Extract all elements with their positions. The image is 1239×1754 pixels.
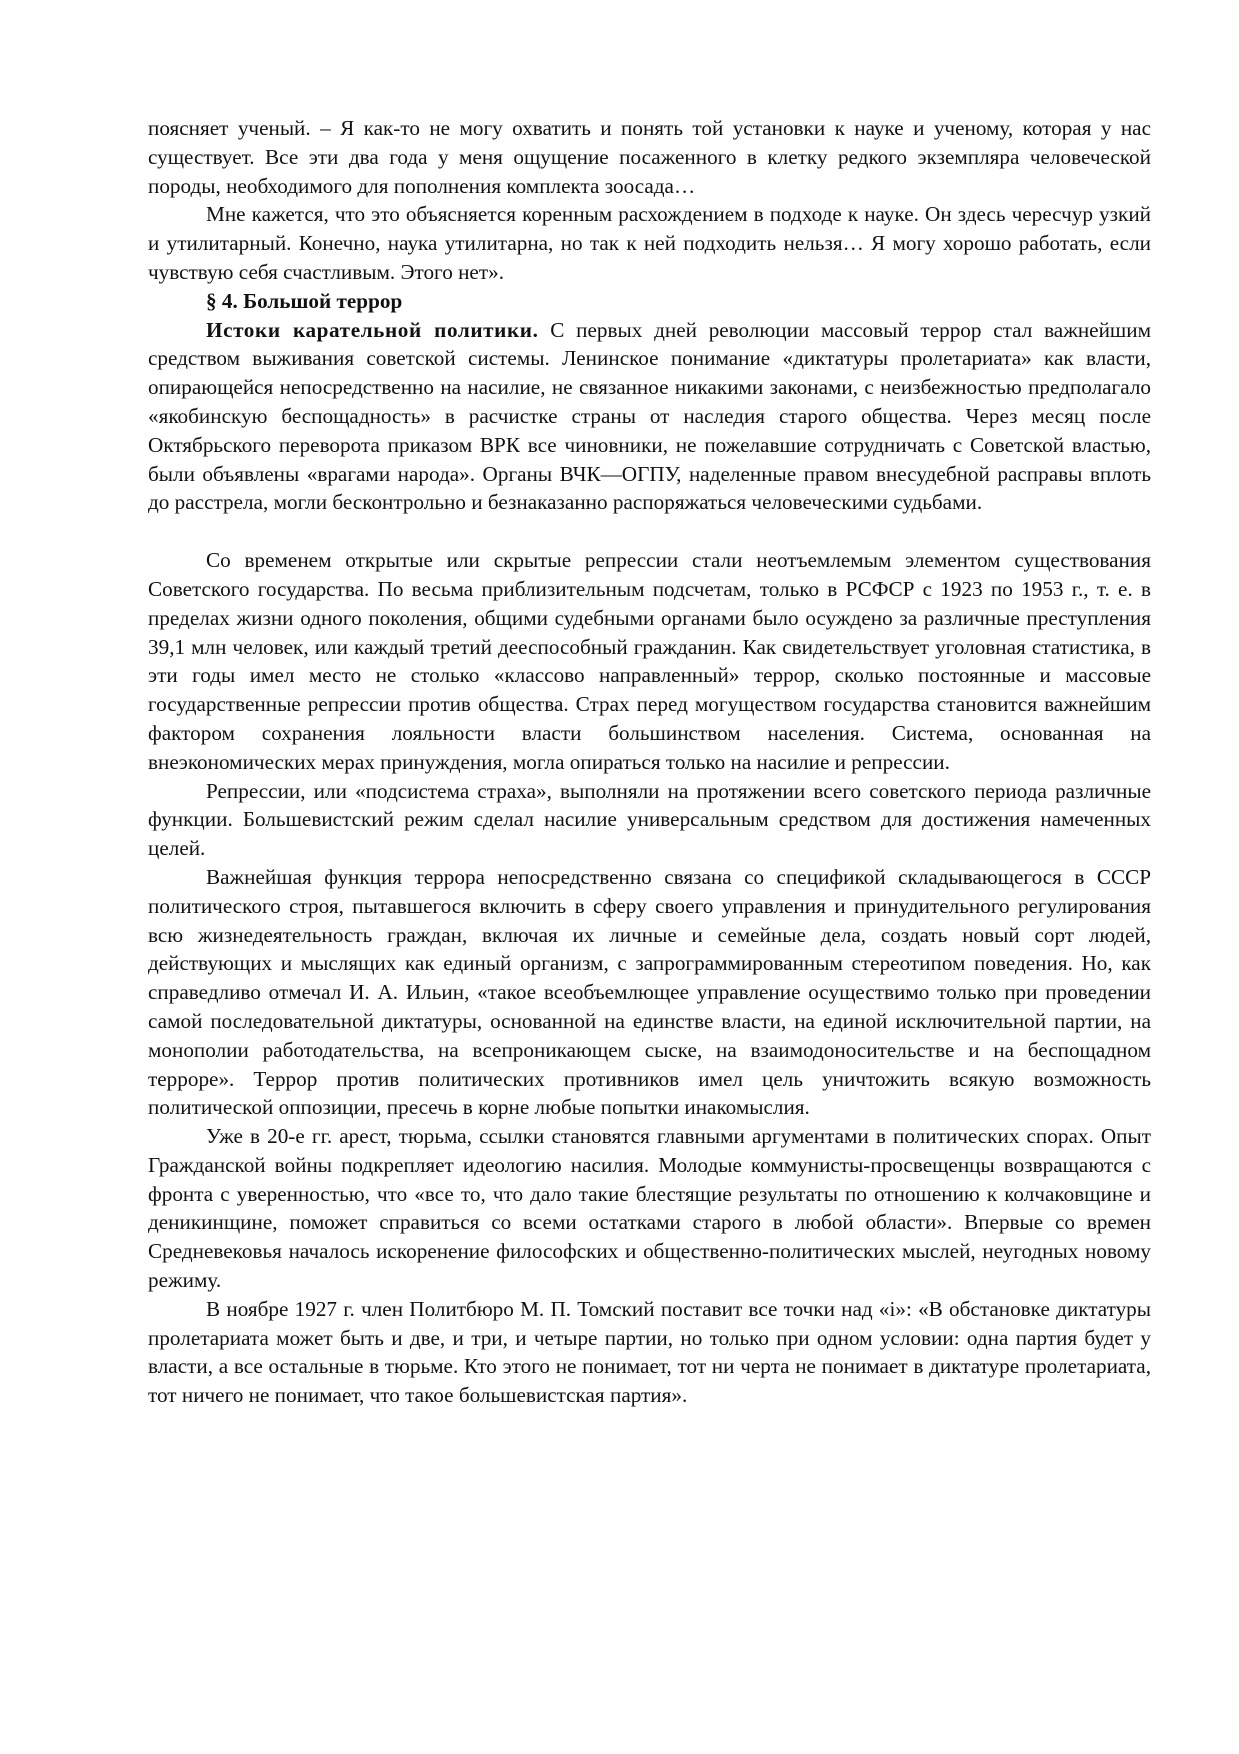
paragraph-repressions-element: Со временем открытые или скрытые репрессии стали неотъемлемым элементом существования Советского государства. По весьма приблизительным подсчетам, только в РСФСР с 1923 по 1953 г., т. е. в пределах жизни одного поколения, общими судебными органами было осуждено за различные преступления 39,1 млн человек, или каждый третий дееспособный гражданин. Как свидетельствует уголовная статистика, в эти годы имел место не столько «классово направленный» террор, сколько постоянные и массовые государственные репрессии против общества. Страх перед могуществом государства становится важнейшим фактором сохранения лояльности власти большинством населения. Система, основанная на внеэкономических мерах принуждения, могла опираться только на насилие и репрессии. [148,548,1151,774]
document-page [148,114,1151,1410]
paragraph-twenties: Уже в 20-е гг. арест, тюрьма, ссылки становятся главными аргументами в политических спорах. Опыт Гражданской войны подкрепляет идеологию насилия. Молодые коммунисты-просвещенцы возвращаются с фронта с уверенностью, что «все то, что дало такие блестящие результаты по отношению к колчаковщине и деникинщине, поможет справиться со всеми остатками старого в любой области». Впервые со времен Средневековья началось искоренение философских и общественно-политических мыслей, неугодных новому режиму. [148,1124,1151,1293]
paragraph-fear-subsystem: Репрессии, или «подсистема страха», выполняли на протяжении всего советского периода различные функции. Большевистский режим сделал насилие универсальным средством для достижения намеченных целей. [148,778,1151,861]
paragraph-continued-quote: поясняет ученый. – Я как-то не могу охватить и понять той установки к науке и ученому, которая у нас существует. Все эти два года у меня ощущение посаженного в клетку редкого экземпляра человеческой породы, необходимого для пополнения комплекта зоосада… [148,116,1151,198]
section-heading: § 4. Большой террор [206,288,403,313]
paragraph-terror-function: Важнейшая функция террора непосредственно связана со спецификой складывающегося в СССР политического строя, пытавшегося включить в сферу своего управления и принудительного регулирования всю жизнедеятельность граждан, включая их личные и семейные дела, создать новый сорт людей, действующих и мыслящих как единый организм, с запрограммированным стереотипом поведения. Но, как справедливо отмечал И. А. Ильин, «такое всеобъемлющее управление осуществимо только при проведении самой последовательной диктатуры, основанной на единстве власти, на единой исключительной партии, на монополии работодательства, на всепроникающем сыске, на взаимодоносительстве и на беспощадном терроре». Террор против политических противников имел цель уничтожить всякую возможность политической оппозиции, пресечь в корне любые попытки инакомыслия. [148,864,1151,1120]
paragraph-tomsky: В ноябре 1927 г. член Политбюро М. П. Томский поставит все точки над «i»: «В обстановке диктатуры пролетариата может быть и две, и три, и четыре партии, но только при одном условии: одна партия будет у власти, а все остальные в тюрьме. Кто этого не понимает, тот ни черта не понимает в диктатуре пролетариата, тот ничего не понимает, что такое большевистская партия». [148,1296,1151,1408]
paragraph-origins [148,316,1151,518]
paragraph-gap [148,517,1151,546]
run-in-heading: Истоки карательной политики. [206,317,539,342]
paragraph-origins-body: С первых дней революции массовый террор стал важнейшим средством выживания советской системы. Ленинское понимание «диктатуры пролетариата» как власти, опирающейся непосредственно на насилие, не связанное никакими законами, с неизбежностью предполагало «якобинскую беспощадность» в расчистке страны от наследия старого общества. Через месяц после Октябрьского переворота приказом ВРК все чиновники, не пожелавшие сотрудничать с Советской властью, были объявлены «врагами народа». Органы ВЧК—ОГПУ, наделенные правом внесудебной расправы вплоть до расстрела, могли бесконтрольно и безнаказанно распоряжаться человеческими судьбами. [148,317,1151,515]
paragraph-quote-end: Мне кажется, что это объясняется коренным расхождением в подходе к науке. Он здесь чересчур узкий и утилитарный. Конечно, наука утилитарна, но так к ней подходить нельзя… Я могу хорошо работать, если чувствую себя счастливым. Этого нет». [148,202,1151,284]
